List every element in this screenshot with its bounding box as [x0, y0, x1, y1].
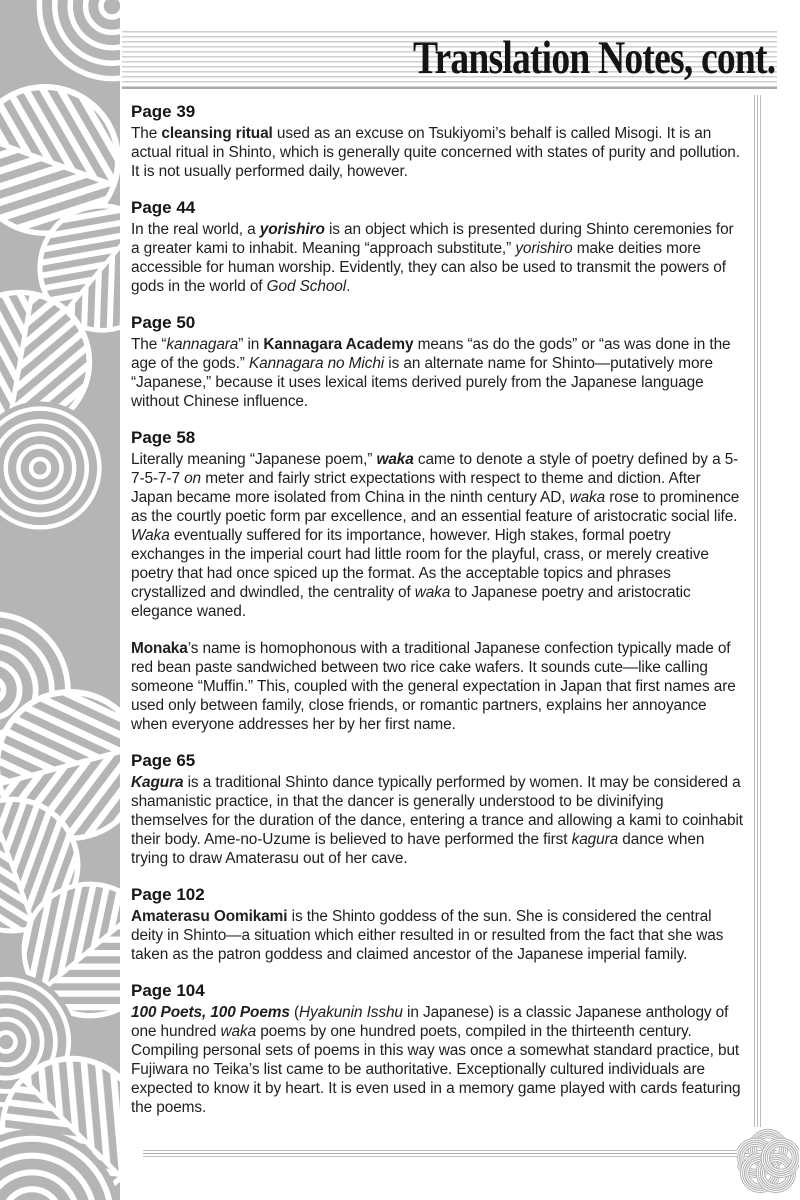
note-section — [131, 102, 744, 181]
section-heading: Page 102 — [131, 885, 205, 904]
bottom-rule — [143, 1150, 777, 1157]
striped-yarn-ball-pattern — [0, 0, 120, 1200]
note-section — [131, 885, 744, 964]
note-section — [131, 428, 744, 734]
note-section — [131, 751, 744, 868]
right-vertical-rule — [754, 95, 761, 1127]
page-title: Translation Notes, cont. — [413, 32, 776, 84]
section-heading: Page 50 — [131, 313, 196, 332]
section-heading: Page 58 — [131, 428, 196, 447]
title-band — [122, 31, 777, 89]
note-section — [131, 981, 744, 1117]
section-paragraph: Amaterasu Oomikami is the Shinto goddess of the sun. She is considered the central deity in Shinto—a situation which either resulted in or resulted from the fact that she was taken as the patron goddess and claimed ancestor of the Japanese imperial family. — [131, 908, 724, 963]
section-heading: Page 44 — [131, 198, 196, 217]
notes-content — [131, 92, 744, 1117]
section-heading: Page 39 — [131, 102, 196, 121]
mizuhiki-knot-icon — [737, 1128, 799, 1196]
section-paragraph: The “kannagara” in Kannagara Academy means “as do the gods” or “as was done in the age of the gods.” Kannagara no Michi is an alternate name for Shinto—putatively more “Japanese,” because it uses lexical items derived purely from the Japanese language without Chinese influence. — [131, 336, 731, 410]
knot-loops — [740, 1134, 797, 1189]
note-section — [131, 198, 744, 296]
section-heading: Page 104 — [131, 981, 205, 1000]
section-heading: Page 65 — [131, 751, 196, 770]
section-paragraph: In the real world, a yorishiro is an object which is presented during Shinto ceremonies for a greater kami to inhabit. Meaning “approach substitute,” yorishiro make deities more accessible for human worship. Evidently, they can also be used to transmit the powers of gods in the world of God School. — [131, 221, 734, 295]
note-section — [131, 313, 744, 411]
section-paragraph: Monaka’s name is homophonous with a traditional Japanese confection typically made of red bean paste sandwiched between two rice cake wafers. It sounds cute—like calling someone “Muffin.” This, coupled with the general expectation in Japan that first names are used only between family, close friends, or romantic partners, explains her annoyance when everyone addresses her by her first name. — [131, 640, 736, 733]
section-paragraph: 100 Poets, 100 Poems (Hyakunin Isshu in Japanese) is a classic Japanese anthology of one hundred waka poems by one hundred poets, compiled in the thirteenth century. Compiling personal sets of poems in this way was once a somewhat standard practice, but Fujiwara no Teika’s list came to be authoritative. Exceptionally cultured individuals are expected to know it by heart. It is even used in a memory game played with cards featuring the poems. — [131, 1004, 741, 1116]
section-paragraph: The cleansing ritual used as an excuse on Tsukiyomi’s behalf is called Misogi. It is an actual ritual in Shinto, which is generally quite concerned with states of purity and pollution. It is not usually performed daily, however. — [131, 125, 740, 180]
section-paragraph: Literally meaning “Japanese poem,” waka came to denote a style of poetry defined by a 5-7-5-7-7 on meter and fairly strict expectations with respect to theme and diction. After Japan became more isolated from China in the ninth century AD, waka rose to prominence as the courtly poetic form par excellence, and an essential feature of aristocratic social life. Waka eventually suffered for its importance, however. High stakes, formal poetry exchanges in the imperial court had little room for the playful, crass, or merely creative poetry that had once spiced up the format. As the acceptable topics and phrases crystallized and dwindled, the centrality of waka to Japanese poetry and aristocratic elegance waned. — [131, 451, 740, 620]
section-paragraph: Kagura is a traditional Shinto dance typically performed by women. It may be considered a shamanistic practice, in that the dancer is generally understood to be divinifying themselves for the duration of the dance, entering a trance and allowing a kami to coinhabit their body. Ame-no-Uzume is believed to have performed the first kagura dance when trying to draw Amaterasu out of her cave. — [131, 774, 743, 867]
